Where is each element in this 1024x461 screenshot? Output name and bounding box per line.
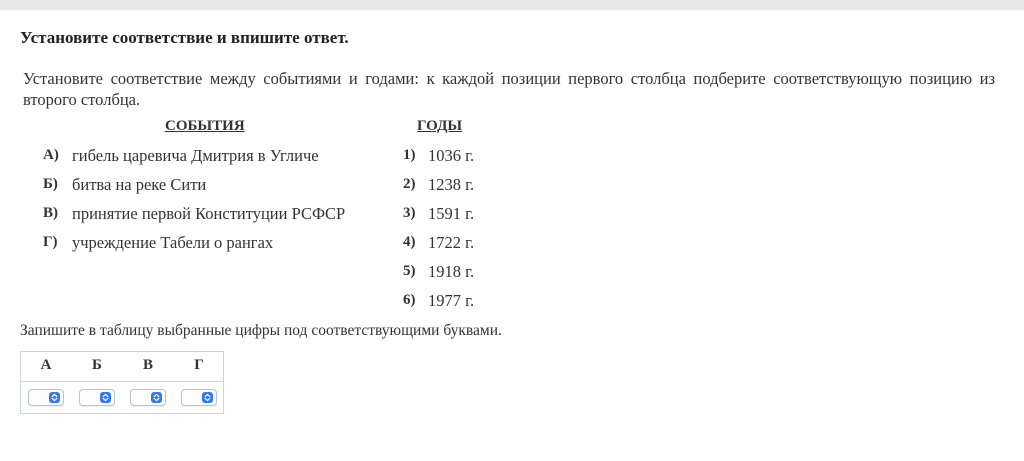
task-instruction: Установите соответствие между событиями и годами: к каждой позиции первого столбца подберите соответствующую позицию из второго столбца. xyxy=(23,69,995,109)
answer-column-b: Б xyxy=(92,357,102,373)
year-text: 1238 г. xyxy=(428,175,475,194)
year-text: 1918 г. xyxy=(428,262,475,281)
year-number: 1) xyxy=(403,147,416,163)
answer-table xyxy=(20,351,224,414)
event-text: учреждение Табели о рангах xyxy=(72,233,274,252)
year-text: 1591 г. xyxy=(428,204,475,223)
select-chevron-icon xyxy=(49,392,60,403)
answer-select-b[interactable] xyxy=(79,389,115,406)
top-bar xyxy=(0,0,1024,10)
year-number: 6) xyxy=(403,292,416,308)
year-number: 2) xyxy=(403,176,416,192)
years-column-header: ГОДЫ xyxy=(417,118,463,134)
year-number: 5) xyxy=(403,263,416,279)
events-column-header: СОБЫТИЯ xyxy=(165,118,245,134)
event-letter: Б) xyxy=(43,176,58,192)
answer-table-divider xyxy=(21,381,223,382)
answer-column-g: Г xyxy=(194,357,204,373)
task-heading: Установите соответствие и впишите ответ. xyxy=(20,28,349,47)
answer-column-v: В xyxy=(142,357,153,373)
select-chevron-icon xyxy=(100,392,111,403)
event-letter: Г) xyxy=(43,234,58,250)
year-text: 1977 г. xyxy=(428,291,475,310)
event-letter: В) xyxy=(43,205,58,221)
select-chevron-icon xyxy=(151,392,162,403)
answer-select-v[interactable] xyxy=(130,389,166,406)
answer-column-a: А xyxy=(40,357,52,373)
year-text: 1722 г. xyxy=(428,233,475,252)
answer-select-g[interactable] xyxy=(181,389,217,406)
event-text: гибель царевича Дмитрия в Угличе xyxy=(72,146,319,165)
select-chevron-icon xyxy=(202,392,213,403)
event-letter: А) xyxy=(43,147,59,163)
year-number: 4) xyxy=(403,234,416,250)
year-number: 3) xyxy=(403,205,416,221)
answer-hint: Запишите в таблицу выбранные цифры под соответствующими буквами. xyxy=(20,322,502,339)
event-text: битва на реке Сити xyxy=(72,175,207,194)
year-text: 1036 г. xyxy=(428,146,475,165)
answer-select-a[interactable] xyxy=(28,389,64,406)
event-text: принятие первой Конституции РСФСР xyxy=(72,204,346,223)
